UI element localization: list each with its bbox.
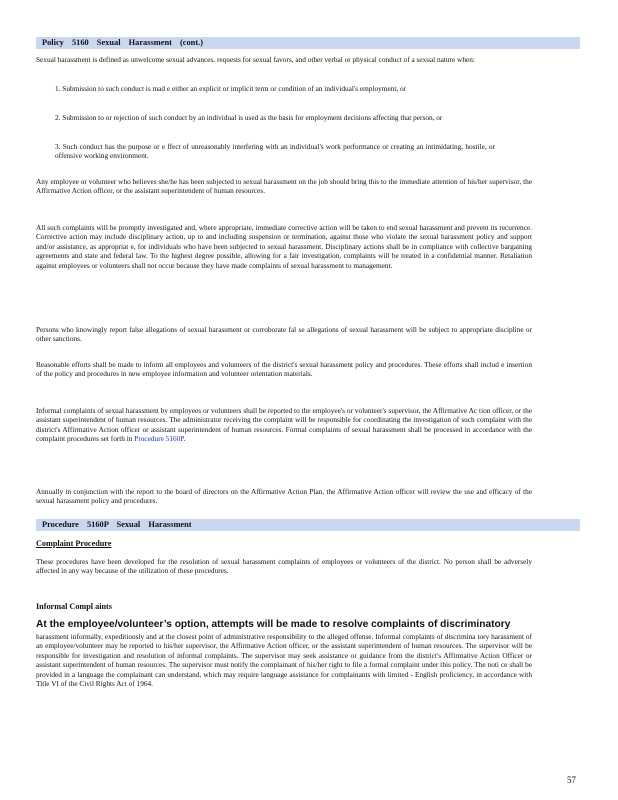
procedure-5160p-link[interactable]: Procedure 5160P	[134, 434, 184, 444]
informal-complaints-end: .	[183, 434, 186, 444]
complaints-paragraph: All such complaints will be promptly investigated and, where appropriate, immediate corrective action will be taken to end sexual harassment and prevent its recurrence. Corrective action may include disciplinary action, up to and including suspension or termination, against those who violate the sexual harassment policy and support and/or assistance, as appropriat e, for individuals who have been subjected to sexual harassment. Disciplinary actions shall be in compliance with collective bargaining agreements and state and federal law. To the highest degree possible, allowing for a fair investigation, complaints will be treated in a confidential manner. Retaliation against employees or volunteers shall not occur because they have made complaints of sexual harassment to management.	[36, 223, 532, 270]
informal-complaints-text: Informal complaints of sexual harassment by employees or volunteers shall be reported to the employee's or volunteer's supervisor, the Affirmative Ac tion officer, or the assistant superintendent of human resources. The administrator receiving the complaint will be responsible for coordinating the investigation of such complaint with the district's Affirmative Action officer or assistant superintendent of human resources. Formal complaints of sexual harassment shall be processed in accordance with the complaint procedures set forth in	[36, 406, 532, 444]
report-paragraph: Any employee or volunteer who believes she/he has been subjected to sexual harassment on the job should bring this to the immediate attention of his/her supervisor, the Affirmative Action officer, or the assistant superintendent of human resources.	[36, 177, 532, 196]
annual-review-paragraph: Annually in conjunction with the report to the board of directors on the Affirmative Action Plan, the Affirmative Action officer will review the use and efficacy of the sexual harassment policy and procedures.	[36, 487, 532, 506]
informal-complaints-heading: Informal Compl aints	[36, 602, 112, 611]
list-item-1: 1. Submission to such conduct is mad e either an explicit or implicit term or condition of an individual's employment, or	[55, 84, 407, 93]
option-sentence: At the employee/volunteer’s option, attempts will be made to resolve complaints of discriminatory	[36, 619, 511, 630]
informal-complaints-paragraph	[36, 406, 532, 444]
false-allegations-paragraph: Persons who knowingly report false allegations of sexual harassment or corroborate fal se allegations of sexual harassment will be subject to appropriate discipline or other sanctions.	[36, 325, 532, 344]
complaint-procedure-heading: Complaint Procedure	[36, 539, 112, 548]
policy-header: Policy 5160 Sexual Harassment (cont.)	[36, 37, 580, 49]
list-item-3: 3. Such conduct has the purpose or e ffect of unreasonably interfering with an individual's work performance or creating an intimidating, hostile, or offensive working environment.	[55, 142, 495, 161]
inform-paragraph: Reasonable efforts shall be made to inform all employees and volunteers of the district's sexual harassment policy and procedures. These efforts shall includ e insertion of the policy and procedures in new employee information and volunteer orientation materials.	[36, 360, 532, 379]
list-item-2: 2. Submission to or rejection of such conduct by an individual is used as the basis for employment decisions affecting that person, or	[55, 113, 443, 122]
intro-paragraph: Sexual harassment is defined as unwelcome sexual advances, requests for sexual favors, and other verbal or physical conduct of a sexual nature when:	[36, 55, 475, 64]
informal-procedure-paragraph: harassment informally, expeditiously and at the closest point of administrative responsibility to the alleged offense. Informal complaints of discrimina tory harassment of an employee/volunteer may be reported to his/her supervisor, the Affirmative Action officer, or the assistant superintendent of human resources. The supervisor will be responsible for investigation and resolution of informal complaints. The supervisor may seek assistance or guidance from the district's Affirmative Action Officer or assistant superintendent of human resources. The supervisor must notify the complainant of his/her right to file a formal complaint under this policy. The noti ce shall be provided in a language the complainant can understand, which may require language assistance for complainants with limited - English proficiency, in accordance with Title VI of the Civil Rights Act of 1964.	[36, 632, 532, 689]
procedure-header: Procedure 5160P Sexual Harassment	[36, 519, 580, 531]
page-number: 57	[567, 775, 576, 785]
procedures-paragraph: These procedures have been developed for the resolution of sexual harassment complaints of employees or volunteers of the district. No person shall be adversely affected in any way because of the utilization of these procedures.	[36, 557, 532, 576]
